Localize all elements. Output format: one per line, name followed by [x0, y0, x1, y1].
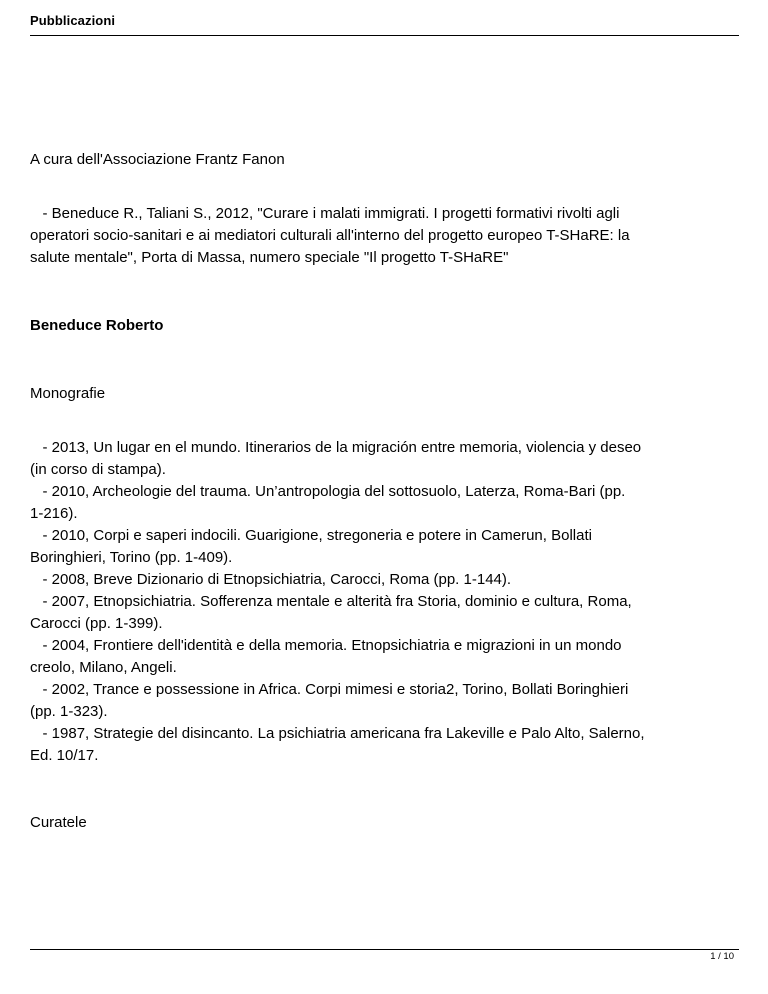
monografie-line: - 2004, Frontiere dell'identità e della memoria. Etnopsichiatria e migrazioni in un mondo — [30, 637, 622, 654]
monografie-heading: Monografie — [30, 385, 106, 402]
author-heading: Beneduce Roberto — [30, 317, 164, 334]
monografie-line: - 2007, Etnopsichiatria. Sofferenza mentale e alterità fra Storia, dominio e cultura, Roma, — [30, 593, 632, 610]
header-divider — [30, 35, 739, 36]
monografie-line: creolo, Milano, Angeli. — [30, 659, 177, 676]
curatele-heading: Curatele — [30, 814, 87, 831]
page-number: 1 / 10 — [710, 951, 734, 962]
footer-divider — [30, 949, 739, 950]
intro-item-line: operatori socio-sanitari e ai mediatori culturali all'interno del progetto europeo T-SHaRE: la — [30, 227, 630, 244]
intro-item-line: salute mentale", Porta di Massa, numero speciale "Il progetto T-SHaRE" — [30, 249, 509, 266]
monografie-line: - 2010, Archeologie del trauma. Un’antropologia del sottosuolo, Laterza, Roma-Bari (pp. — [30, 483, 626, 500]
monografie-line: Boringhieri, Torino (pp. 1-409). — [30, 549, 233, 566]
monografie-line: Ed. 10/17. — [30, 747, 99, 764]
monografie-line: (in corso di stampa). — [30, 461, 166, 478]
monografie-line: 1-216). — [30, 505, 78, 522]
monografie-line: - 2002, Trance e possessione in Africa. Corpi mimesi e storia2, Torino, Bollati Boringhieri — [30, 681, 629, 698]
monografie-line: - 1987, Strategie del disincanto. La psichiatria americana fra Lakeville e Palo Alto, Salerno, — [30, 725, 645, 742]
monografie-line: (pp. 1-323). — [30, 703, 108, 720]
monografie-line: - 2013, Un lugar en el mundo. Itinerarios de la migración entre memoria, violencia y deseo — [30, 439, 642, 456]
monografie-line: - 2008, Breve Dizionario di Etnopsichiatria, Carocci, Roma (pp. 1-144). — [30, 571, 512, 588]
intro-heading: A cura dell'Associazione Frantz Fanon — [30, 151, 285, 168]
page-header-title: Pubblicazioni — [30, 13, 116, 28]
monografie-line: Carocci (pp. 1-399). — [30, 615, 163, 632]
monografie-line: - 2010, Corpi e saperi indocili. Guarigione, stregoneria e potere in Camerun, Bollati — [30, 527, 592, 544]
intro-item-line: - Beneduce R., Taliani S., 2012, "Curare i malati immigrati. I progetti formativi rivolti agli — [30, 205, 620, 222]
